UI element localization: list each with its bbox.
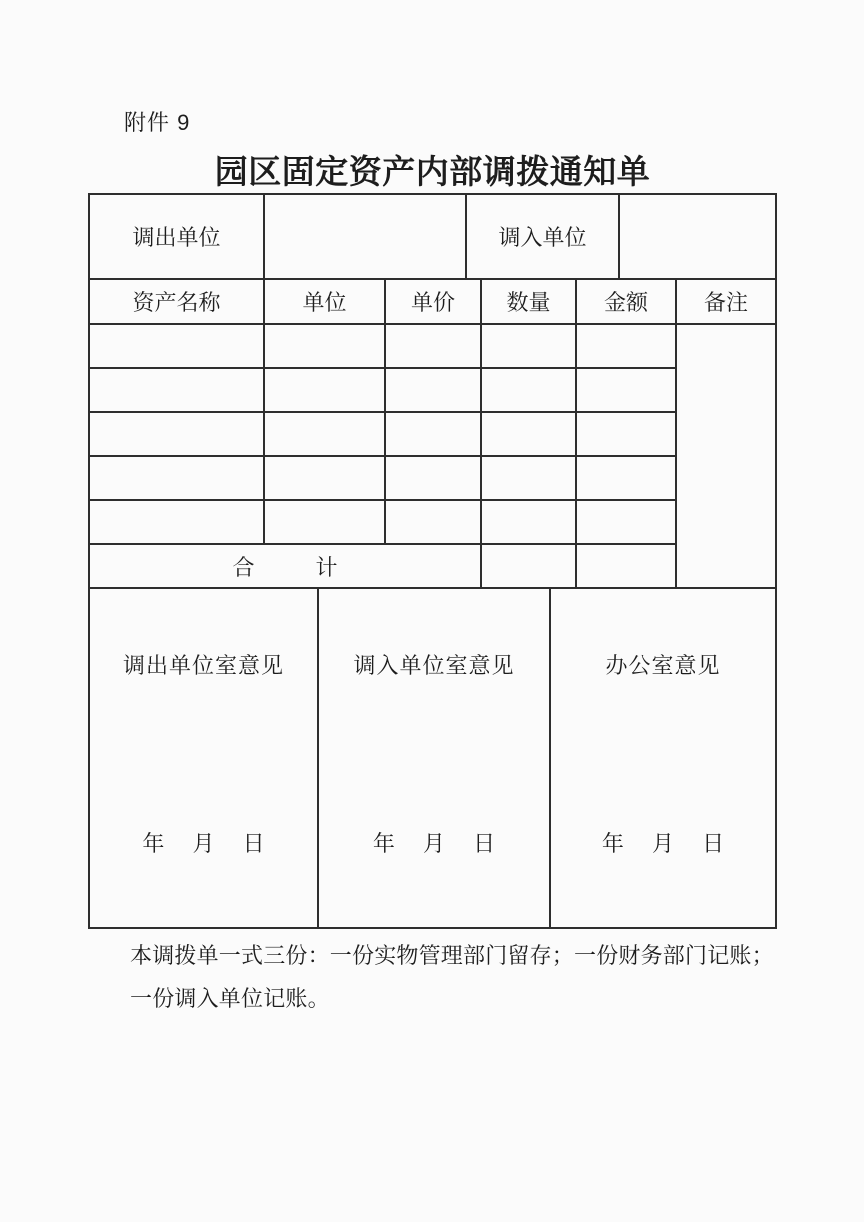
- asset-cell: [265, 501, 384, 543]
- header-remarks: 备注: [677, 280, 775, 323]
- date-line: 年 月 日: [372, 831, 496, 856]
- transfer-in-unit-label: 调入单位: [467, 195, 618, 278]
- header-quantity: 数量: [482, 280, 575, 323]
- asset-cell: [577, 325, 675, 367]
- asset-cell: [386, 369, 480, 411]
- total-label-cell: 合 计: [90, 545, 480, 587]
- asset-cell: [90, 325, 263, 367]
- form-title: 园区固定资产内部调拨通知单: [214, 153, 651, 190]
- asset-cell: [265, 457, 384, 499]
- asset-cell: [90, 369, 263, 411]
- asset-cell: [386, 325, 480, 367]
- asset-cell: [577, 501, 675, 543]
- asset-cell: [482, 413, 575, 455]
- total-quantity-cell: [482, 545, 575, 587]
- asset-cell: [386, 457, 480, 499]
- asset-cell: [482, 325, 575, 367]
- asset-cell: [265, 325, 384, 367]
- asset-cell: [386, 413, 480, 455]
- remarks-merged-cell: [677, 325, 775, 587]
- header-asset-name: 资产名称: [90, 280, 263, 323]
- approval-label: 办公室意见: [605, 653, 721, 678]
- date-line: 年 月 日: [601, 831, 725, 856]
- asset-cell: [386, 501, 480, 543]
- asset-cell: [265, 369, 384, 411]
- asset-cell: [482, 457, 575, 499]
- transfer-out-unit-label: 调出单位: [90, 195, 263, 278]
- footnote-text: 本调拨单一式三份：一份实物管理部门留存；一份财务部门记账；一份调入单位记账。: [130, 943, 774, 1011]
- asset-cell: [90, 457, 263, 499]
- transfer-form-grid: [88, 193, 777, 929]
- asset-cell: [482, 501, 575, 543]
- transfer-out-unit-value: [265, 195, 465, 278]
- approval-cell-transfer-out: [90, 589, 317, 927]
- date-line: 年 月 日: [142, 831, 265, 856]
- asset-cell: [577, 413, 675, 455]
- total-amount-cell: [577, 545, 675, 587]
- header-amount: 金额: [577, 280, 675, 323]
- asset-cell: [90, 501, 263, 543]
- asset-cell: [90, 413, 263, 455]
- approval-label: 调入单位室意见: [353, 653, 515, 678]
- attachment-label: 附件 9: [124, 110, 191, 135]
- asset-cell: [577, 457, 675, 499]
- approval-cell-transfer-in: [319, 589, 549, 927]
- asset-cell: [482, 369, 575, 411]
- approval-label: 调出单位室意见: [122, 653, 284, 678]
- approval-cell-office: [551, 589, 775, 927]
- asset-cell: [265, 413, 384, 455]
- header-unit: 单位: [265, 280, 384, 323]
- transfer-in-unit-value: [620, 195, 775, 278]
- asset-cell: [577, 369, 675, 411]
- header-unit-price: 单价: [386, 280, 480, 323]
